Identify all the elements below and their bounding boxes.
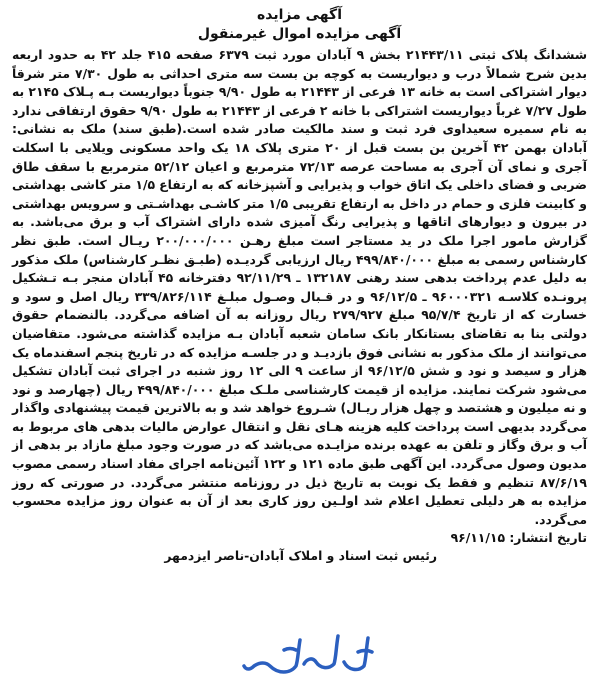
signature-line: رئیس ثبت اسناد و املاک آبادان-ناصر ایزدمهر [164, 548, 437, 564]
notice-title: آگهی مزایده [256, 7, 342, 23]
notice-subtitle: آگهی مزایده اموال غیرمنقول [197, 26, 402, 42]
publication-date: تاریخ انتشار: ۹۶/۱۱/۱۵ [450, 530, 587, 546]
handwritten-number-stamp [240, 630, 380, 679]
notice-body: ششدانگ پلاک ثبتی ۲۱۴۴۳/۱۱ بخش ۹ آبادان مورد ثبت ۶۳۷۹ صفحه ۴۱۵ جلد ۴۲ به حدود اربعه بدین شرح شمالاً درب و دیواریست به کوچه بن بست سه متری احداثی به طول ۷/۳۰ متر شرقاً دیوار اشتراکی است به خانه ۱۳ فرعی از ۲۱۴۴۳ به طول ۹/۹۰ جنوباً دیواریست بـه پـلاک ۲۱۴۵ به طول ۷/۲۷ غرباً دیواریست اشتراکی با خانه ۲ فرعی از ۲۱۴۴۳ به طول ۹/۹۰ حقوق ارتفاقی ندارد به نام سمیره سعیداوی فرد ثبت و سند مالکیت صادر شده است.(طبق سند) ملک به نشانی: آبادان بهمن ۴۲ آخرین بن بست قبل از ۲۰ متری پلاک ۱۸ یک واحد مسکونی ویلایی با اسکلت آجری و نمای آن آجری به مساحت عرصه ۷۲/۱۳ مترمربع و اعیان ۵۲/۱۲ مترمربع با سقف طاق ضربی و فضای داخلی یک اتاق خواب و پذیرایی و آشپزخانه که به ارتفاع ۱/۵ متر کاشی بهداشتی و کابینت فلزی و حمام در داخل به ارتفاع تقریبی ۱/۵ متر کاشـی بهداشـتی و سرویس بهداشتی در بیرون و دیوارهای اتاقها و پذیرایی رنگ آمیزی شده دارای اشتراک آب و برق می‌باشد. به گزارش مامور اجرا ملک در ید مستاجر است مبلغ رهـن ۲۰۰/۰۰۰/۰۰۰ ریـال است. طبق نظر کارشناس رسمی به مبلغ ۴۹۹/۸۴۰/۰۰۰ ریال ارزیابی گردیـده (طبـق نظـر کارشناس) ملک مذکور به دلیل عدم پرداخت بدهی سند رهنی ۱۳۲۱۸۷ ـ ۹۲/۱۱/۲۹ دفترخانه ۴۵ آبادان منجر بـه تـشکیل پرونـده کلاسـه ۹۶۰۰۰۳۲۱ ـ ۹۶/۱۲/۵ و در قـبال وصـول مبلـغ ۳۳۹/۸۲۶/۱۱۴ ریال اصل و سود و خسارت که از تاریخ ۹۵/۷/۴ مبلغ ۲۷۹/۹۲۷ ریال روزانه به آن اضافه می‌گردد. بالنضمام حقوق دولتی بنا به تقاضای بستانکار بانک سامان شعبه آبادان بـه مزایده گذاشته می‌شود. متقاضیان می‌توانند از ملک مذکور به نشانی فوق بازدیـد و در جلسـه مزایده که در تاریخ پنجم اسفندماه یک هزار و سیصد و نود و شش ۹۶/۱۲/۵ از ساعت ۹ الی ۱۲ روز شنبه در اجرای ثبت آبادان تشکیل می‌شود شرکت نمایند. مزایده از قیمت کارشناسی ملـک مبلغ ۴۹۹/۸۴۰/۰۰۰ ریال (چهارصد و نود و نه میلیون و هشتصد و چهل هزار ریـال) شـروع خواهد شد و به بالاترین قیمت پیشنهادی واگذار می‌گردد بدیهی است پرداخت کلیه هزینه هـای نقل و انتقال عوارض مالیات بدهی های مربوط به آب و برق وگاز و تلفن به عهده برنده مزایـده می‌باشد که در صورت وجود مبلغ مازاد بر بدهی از مدیون وصول می‌گردد. این آگهی طبق ماده ۱۲۱ و ۱۲۲ آئین‌نامه اجرای مفاد اسناد رسمی مصوب ۸۷/۶/۱۹ تنظیم و فقط یک نوبت به تاریخ ذیل در روزنامه منتشر می‌گردد. در صورتی که روز مزایده به هر دلیلی تعطیل اعلام شد اولـین روز کاری بعد از آن به عنوان روز مزایده محسوب می‌گردد. [12, 47, 588, 527]
